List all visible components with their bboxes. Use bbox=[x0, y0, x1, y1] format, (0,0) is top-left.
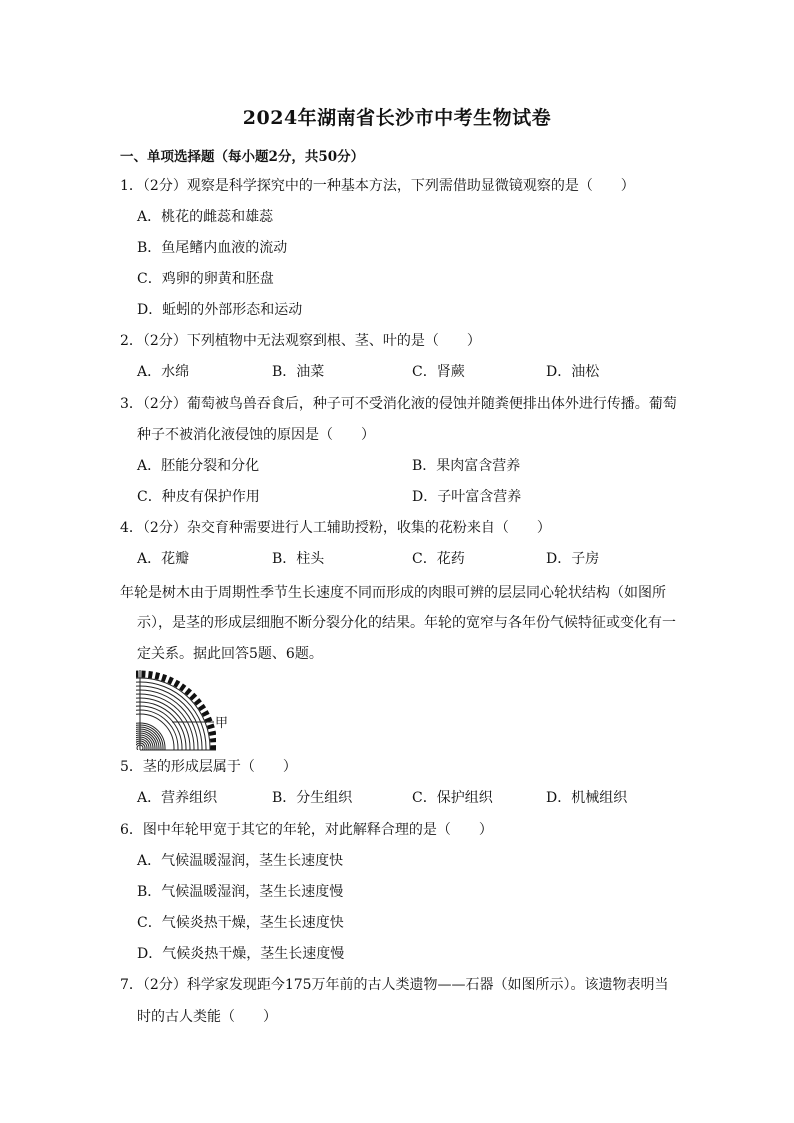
question-4-option-d: D．子房 bbox=[546, 551, 600, 567]
question-5-option-a: A．营养组织 bbox=[137, 790, 218, 806]
question-4-option-a: A．花瓣 bbox=[137, 551, 190, 567]
question-6-option-a: A．气候温暖湿润，茎生长速度快 bbox=[137, 853, 344, 869]
question-4-stem: 4．（2分）杂交育种需要进行人工辅助授粉，收集的花粉来自（ ） bbox=[120, 520, 551, 536]
question-1-stem: 1．（2分）观察是科学探究中的一种基本方法，下列需借助显微镜观察的是（ ） bbox=[120, 178, 635, 194]
question-5-option-c: C．保护组织 bbox=[412, 790, 493, 806]
question-3-option-b: B．果肉富含营养 bbox=[412, 458, 521, 474]
question-7-stem-line2: 时的古人类能（ ） bbox=[137, 1009, 277, 1025]
question-4-option-b: B．柱头 bbox=[272, 551, 325, 567]
passage-line-2: 示），是茎的形成层细胞不断分裂分化的结果。年轮的宽窄与各年份气候特征或变化有一 bbox=[137, 615, 676, 631]
question-5-option-d: D．机械组织 bbox=[546, 790, 628, 806]
question-2-stem: 2．（2分）下列植物中无法观察到根、茎、叶的是（ ） bbox=[120, 333, 481, 349]
passage-line-3: 定关系。据此回答5题、6题。 bbox=[137, 646, 323, 662]
question-1-option-c: C．鸡卵的卵黄和胚盘 bbox=[137, 271, 274, 287]
page-title: 2024年湖南省长沙市中考生物试卷 bbox=[242, 107, 552, 129]
question-5-option-b: B．分生组织 bbox=[272, 790, 353, 806]
question-6-option-b: B．气候温暖湿润，茎生长速度慢 bbox=[137, 884, 344, 900]
question-2-option-c: C．肾蕨 bbox=[412, 364, 465, 380]
question-6-option-c: C．气候炎热干燥，茎生长速度快 bbox=[137, 915, 344, 931]
question-3-option-d: D．子叶富含营养 bbox=[412, 489, 522, 505]
tree-ring-figure bbox=[136, 670, 246, 752]
question-5-stem: 5．茎的形成层属于（ ） bbox=[120, 759, 297, 775]
passage-line-1: 年轮是树木由于周期性季节生长速度不同而形成的肉眼可辨的层层同心轮状结构（如图所 bbox=[120, 585, 666, 601]
question-1-option-a: A．桃花的雌蕊和雄蕊 bbox=[137, 209, 274, 225]
question-1-option-b: B．鱼尾鳍内血液的流动 bbox=[137, 240, 288, 256]
question-3-stem-line2: 种子不被消化液侵蚀的原因是（ ） bbox=[137, 427, 375, 443]
question-6-stem: 6．图中年轮甲宽于其它的年轮，对此解释合理的是（ ） bbox=[120, 822, 493, 838]
section-heading: 一、单项选择题（每小题2分，共50分） bbox=[120, 149, 365, 165]
question-6-option-d: D．气候炎热干燥，茎生长速度慢 bbox=[137, 946, 345, 962]
question-3-option-a: A．胚能分裂和分化 bbox=[137, 458, 260, 474]
figure-label-jia: 甲 bbox=[215, 716, 229, 731]
question-2-option-b: B．油菜 bbox=[272, 364, 325, 380]
question-3-option-c: C．种皮有保护作用 bbox=[137, 489, 260, 505]
question-3-stem-line1: 3．（2分）葡萄被鸟兽吞食后，种子可不受消化液的侵蚀并随粪便排出体外进行传播。葡萄 bbox=[120, 396, 677, 412]
question-4-option-c: C．花药 bbox=[412, 551, 465, 567]
question-2-option-a: A．水绵 bbox=[137, 364, 190, 380]
question-1-option-d: D．蚯蚓的外部形态和运动 bbox=[137, 302, 303, 318]
question-2-option-d: D．油松 bbox=[546, 364, 600, 380]
question-7-stem-line1: 7．（2分）科学家发现距今175万年前的古人类遗物——石器（如图所示）。该遗物表明当 bbox=[120, 977, 669, 993]
